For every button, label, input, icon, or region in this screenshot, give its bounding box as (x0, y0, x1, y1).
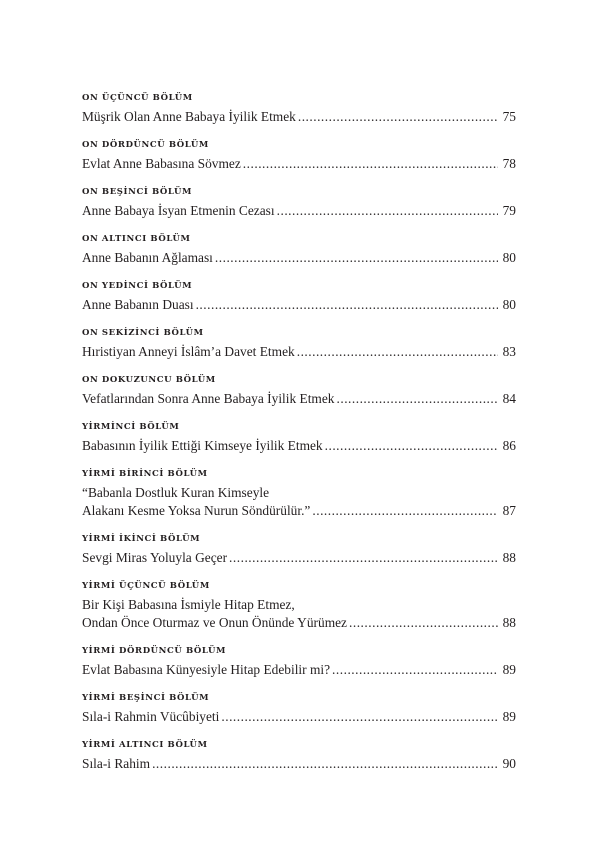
toc-entry[interactable] (82, 661, 516, 679)
dot-leader (332, 661, 498, 679)
toc-section (82, 580, 516, 632)
page-number: 75 (502, 109, 516, 124)
dot-leader (196, 296, 498, 314)
toc-section (82, 421, 516, 455)
page-number: 86 (502, 438, 516, 453)
toc-entry[interactable] (82, 108, 516, 126)
dot-leader (349, 614, 498, 632)
page-number: 87 (502, 503, 516, 518)
dot-leader (337, 390, 499, 408)
section-heading: ON SEKİZİNCİ BÖLÜM (82, 328, 204, 338)
entry-title: Sıla-i Rahim (82, 756, 151, 771)
dot-leader (297, 343, 498, 361)
dot-leader (325, 437, 498, 455)
entry-title: Anne Babanın Ağlaması (82, 250, 213, 265)
entry-title-line: “Babanla Dostluk Kuran Kimseyle (82, 485, 270, 500)
toc-section (82, 139, 516, 173)
toc-entry[interactable] (82, 437, 516, 455)
toc-section (82, 327, 516, 361)
toc-section (82, 645, 516, 679)
toc-entry[interactable] (82, 614, 516, 632)
toc-section (82, 233, 516, 267)
toc-section (82, 186, 516, 220)
toc-section (82, 374, 516, 408)
toc-section (82, 92, 516, 126)
entry-title: Alakanı Kesme Yoksa Nurun Söndürülür.” (82, 503, 311, 518)
toc-section (82, 533, 516, 567)
page-number: 80 (502, 250, 516, 265)
section-heading: ON ALTINCI BÖLÜM (82, 234, 191, 244)
entry-title: Anne Babaya İsyan Etmenin Cezası (82, 203, 275, 218)
section-heading: YİRMİ İKİNCİ BÖLÜM (82, 534, 201, 544)
toc-entry[interactable] (82, 755, 516, 773)
section-heading: ON BEŞİNCİ BÖLÜM (82, 187, 193, 197)
page-number: 89 (502, 662, 516, 677)
page-number: 84 (502, 391, 516, 406)
page-number: 89 (502, 709, 516, 724)
section-heading: YİRMİ DÖRDÜNCÜ BÖLÜM (82, 646, 227, 656)
dot-leader (152, 755, 498, 773)
toc-section (82, 739, 516, 773)
toc-entry[interactable] (82, 502, 516, 520)
section-heading: ON ÜÇÜNCÜ BÖLÜM (82, 93, 193, 103)
dot-leader (298, 108, 498, 126)
dot-leader (312, 502, 498, 520)
entry-title: Ondan Önce Oturmaz ve Onun Önünde Yürümez (82, 615, 348, 630)
section-heading: YİRMİ BEŞİNCİ BÖLÜM (82, 693, 210, 703)
entry-title: Babasının İyilik Ettiği Kimseye İyilik Etmek (82, 438, 323, 453)
toc-entry[interactable] (82, 549, 516, 567)
page-number: 83 (502, 344, 516, 359)
entry-title: Anne Babanın Duası (82, 297, 194, 312)
entry-title: Evlat Babasına Künyesiyle Hitap Edebilir mi? (82, 662, 331, 677)
page-number: 88 (502, 550, 516, 565)
toc-section (82, 280, 516, 314)
toc-section (82, 692, 516, 726)
dot-leader (229, 549, 498, 567)
page-number: 80 (502, 297, 516, 312)
section-heading: YİRMİ ÜÇÜNCÜ BÖLÜM (82, 581, 210, 591)
dot-leader (221, 708, 498, 726)
page-number: 79 (502, 203, 516, 218)
section-heading: YİRMİNCİ BÖLÜM (82, 422, 180, 432)
toc-entry[interactable] (82, 296, 516, 314)
entry-title: Hıristiyan Anneyi İslâm’a Davet Etmek (82, 344, 295, 359)
toc-entry[interactable] (82, 249, 516, 267)
section-heading: ON YEDİNCİ BÖLÜM (82, 281, 193, 291)
toc-entry[interactable] (82, 202, 516, 220)
entry-title-line: Bir Kişi Babasına İsmiyle Hitap Etmez, (82, 597, 295, 612)
dot-leader (215, 249, 498, 267)
section-heading: ON DOKUZUNCU BÖLÜM (82, 375, 216, 385)
toc-entry[interactable] (82, 390, 516, 408)
table-of-contents (82, 92, 516, 786)
entry-title: Müşrik Olan Anne Babaya İyilik Etmek (82, 109, 296, 124)
page-number: 90 (502, 756, 516, 771)
section-heading: YİRMİ ALTINCI BÖLÜM (82, 740, 208, 750)
entry-title: Sıla-i Rahmin Vücûbiyeti (82, 709, 220, 724)
section-heading: YİRMİ BİRİNCİ BÖLÜM (82, 469, 208, 479)
entry-title: Sevgi Miras Yoluyla Geçer (82, 550, 228, 565)
toc-entry[interactable] (82, 343, 516, 361)
section-heading: ON DÖRDÜNCÜ BÖLÜM (82, 140, 209, 150)
entry-title: Vefatlarından Sonra Anne Babaya İyilik Etmek (82, 391, 335, 406)
page-number: 88 (502, 615, 516, 630)
toc-entry[interactable] (82, 155, 516, 173)
dot-leader (243, 155, 498, 173)
page-number: 78 (502, 156, 516, 171)
entry-title: Evlat Anne Babasına Sövmez (82, 156, 241, 171)
dot-leader (277, 202, 498, 220)
toc-section (82, 468, 516, 520)
toc-entry[interactable] (82, 708, 516, 726)
